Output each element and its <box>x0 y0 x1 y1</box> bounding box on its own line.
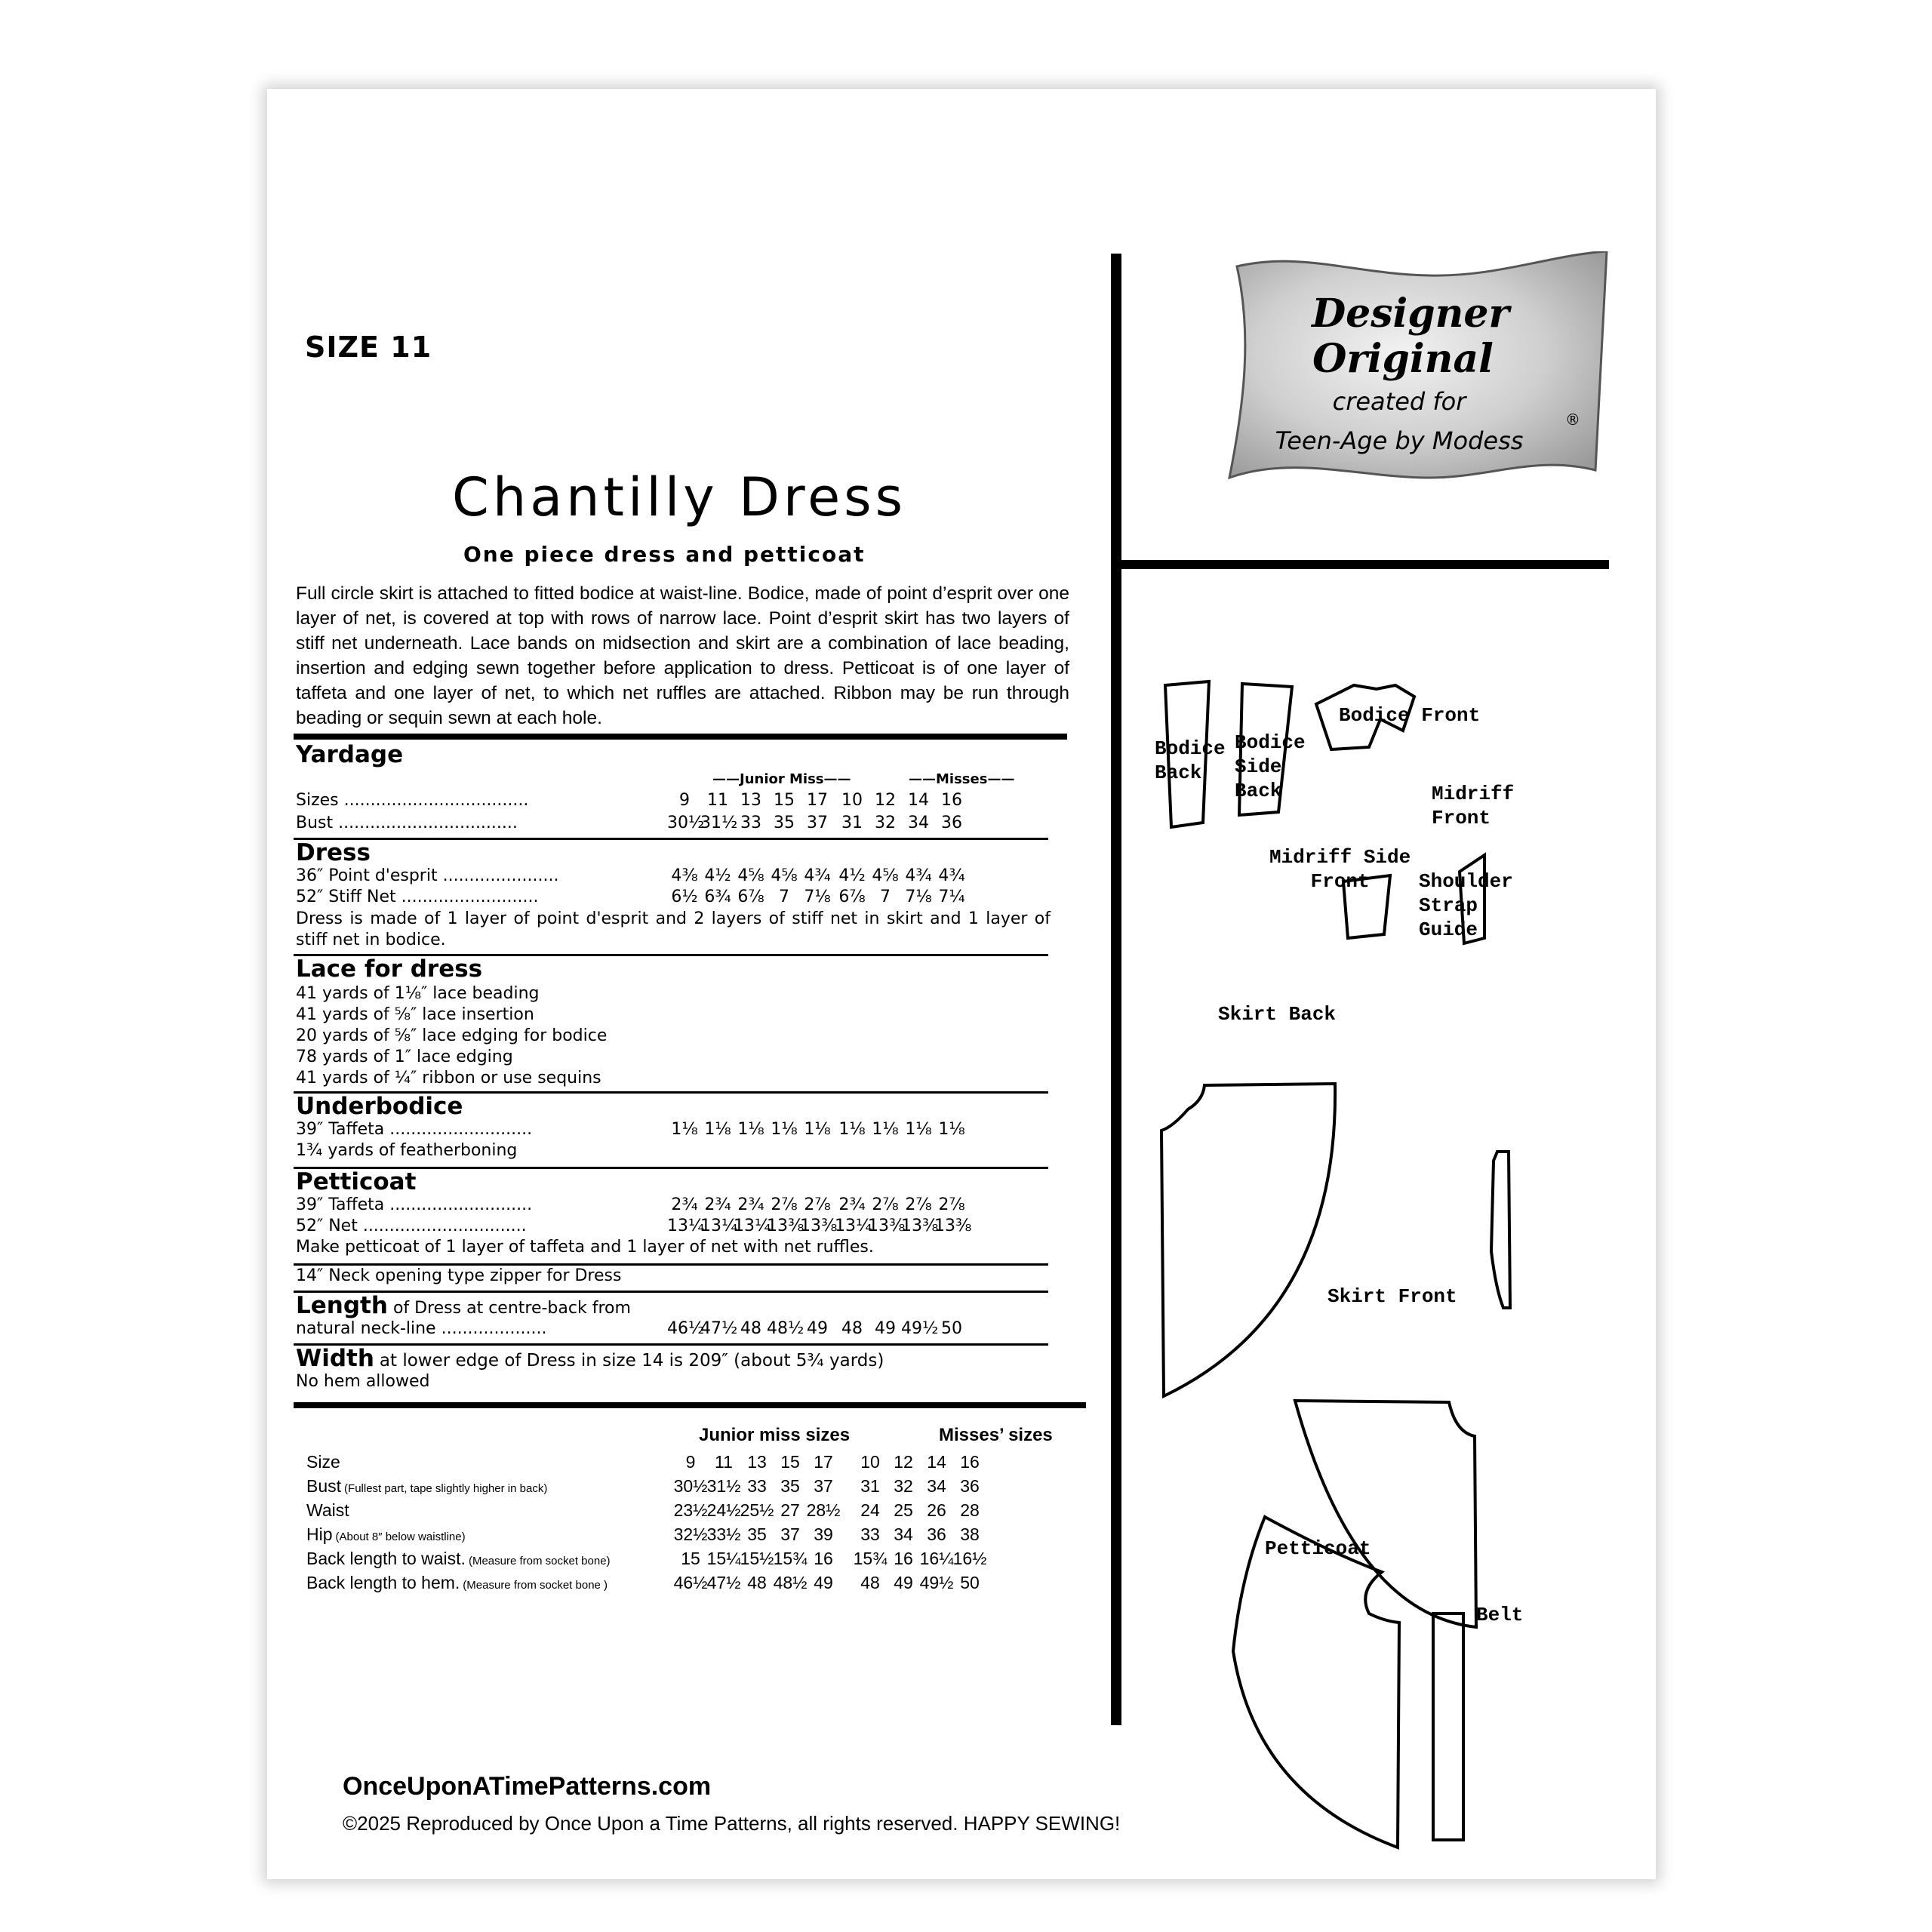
cell: 15¾ <box>853 1549 888 1568</box>
cell: 16½ <box>952 1549 987 1568</box>
cell: 16 <box>894 1549 913 1568</box>
label-line: Guide <box>1419 918 1478 941</box>
label-line: Midriff Side <box>1269 846 1411 869</box>
hem-note: No hem allowed <box>296 1372 430 1391</box>
cell: 15¾ <box>773 1549 808 1568</box>
label-line: Back <box>1155 761 1202 784</box>
cell: 10 <box>860 1452 880 1472</box>
cell: 7¼ <box>938 888 965 906</box>
footer-url: OnceUponATimePatterns.com <box>343 1772 712 1801</box>
divider <box>294 838 1048 840</box>
cell: 2⅞ <box>872 1195 899 1214</box>
lace-item: 20 yards of ⅝″ lace edging for bodice <box>296 1026 608 1045</box>
cell: 50 <box>960 1573 980 1592</box>
cell: 10 <box>841 791 863 810</box>
cell: 4¾ <box>804 866 831 885</box>
cell: 30½ <box>673 1476 708 1496</box>
cell: 6⅞ <box>737 888 764 906</box>
belt-piece <box>1433 1614 1463 1840</box>
cell: 12 <box>875 791 896 810</box>
cell: 24 <box>860 1500 880 1520</box>
row-label: Bust .................................. <box>296 814 518 832</box>
cell: 2¾ <box>838 1195 866 1214</box>
row-label <box>306 1573 608 1593</box>
cell: 15¼ <box>706 1549 741 1568</box>
row-label <box>306 1476 547 1497</box>
vertical-divider <box>1111 254 1121 1725</box>
cell: 7 <box>880 888 891 906</box>
cell: 38 <box>960 1524 980 1544</box>
cell: 48½ <box>767 1319 804 1338</box>
horizontal-divider <box>1121 560 1609 569</box>
cell: 31 <box>860 1476 880 1496</box>
cell: 1⅛ <box>804 1120 831 1139</box>
skirt-back-label: Skirt Back <box>1218 1003 1337 1026</box>
row-label-text: Waist <box>306 1500 349 1520</box>
cell: 36 <box>941 814 962 832</box>
label-line: Front <box>1432 807 1491 829</box>
description: Full circle skirt is attached to fitted bodice at waist-line. Bodice, made of point d’esprit over one layer of net, is covered at top with rows of narrow lace. Point d’esprit skirt has two layers of stiff net underneath. Lace bands on midsection and skirt are a combination of lace beading, insertion and edging sewn together before application to dress. Petticoat is of one layer of taffeta and one layer of net, to which net ruffles are attached. Ribbon may be run through beading or sequin sewn at each hole. <box>296 583 1069 728</box>
dress-note: Dress is made of 1 layer of point d'esprit and 2 layers of stiff net in skirt and 1 layer of stiff net in bodice. <box>296 909 1051 949</box>
width-text: at lower edge of Dress in size 14 is 209″ (about 5¾ yards) <box>379 1351 884 1371</box>
row-label: natural neck-line .................... <box>296 1319 547 1338</box>
cell: 34 <box>894 1524 913 1544</box>
cell: 49 <box>894 1573 913 1592</box>
cell: 9 <box>679 791 690 810</box>
cell: 11 <box>715 1452 733 1472</box>
midriff-side-front-label <box>1269 845 1411 894</box>
cell: 33 <box>740 814 761 832</box>
cell: 39 <box>814 1524 833 1544</box>
label-line: Side <box>1235 755 1282 778</box>
belt-label: Belt <box>1476 1604 1524 1626</box>
row-label-text: Back length to hem. <box>306 1573 460 1592</box>
length-heading: Length <box>296 1292 388 1319</box>
cell: 4⅝ <box>737 866 764 885</box>
cell: 16 <box>960 1452 980 1472</box>
cell: 32 <box>894 1476 913 1496</box>
badge-line2: Original <box>1312 336 1494 382</box>
cell: 14 <box>927 1452 946 1472</box>
footer-copyright: ©2025 Reproduced by Once Upon a Time Patterns, all rights reserved. HAPPY SEWING! <box>343 1812 1121 1835</box>
cell: 15 <box>780 1452 800 1472</box>
midriff-front-label <box>1432 782 1514 830</box>
lace-item: 41 yards of ⅝″ lace insertion <box>296 1005 534 1024</box>
row-label: 52″ Net ............................... <box>296 1217 527 1235</box>
cell: 25½ <box>740 1500 774 1520</box>
badge-line1: Designer <box>1312 291 1509 337</box>
cell: 13⅜ <box>934 1217 972 1235</box>
cell: 2¾ <box>671 1195 698 1214</box>
cell: 4⅝ <box>771 866 798 885</box>
row-label-text: Bust <box>306 1476 342 1496</box>
misses-header: ——Misses—— <box>909 771 1015 787</box>
cell: 49 <box>814 1573 833 1592</box>
cell: 27 <box>780 1500 800 1520</box>
misses-sizes-header: Misses’ sizes <box>939 1425 1053 1445</box>
cell: 17 <box>814 1452 833 1472</box>
cell: 4½ <box>704 866 731 885</box>
cell: 4¾ <box>938 866 965 885</box>
row-label-text: Hip <box>306 1524 333 1544</box>
cell: 36 <box>960 1476 980 1496</box>
cell: 48 <box>740 1319 761 1338</box>
cell: 2⅞ <box>938 1195 965 1214</box>
cell: 48 <box>841 1319 863 1338</box>
divider <box>294 1402 1086 1408</box>
petticoat-note: Make petticoat of 1 layer of taffeta and 1 layer of net with net ruffles. <box>296 1238 874 1257</box>
label-line: Strap <box>1419 894 1478 917</box>
cell: 7⅛ <box>804 888 831 906</box>
cell: 49 <box>807 1319 828 1338</box>
divider <box>294 734 1067 740</box>
junior-sizes-header: Junior miss sizes <box>699 1425 851 1445</box>
cell: 24½ <box>706 1500 741 1520</box>
row-label: 36″ Point d'esprit ...................... <box>296 866 559 885</box>
cell: 16¼ <box>919 1549 954 1568</box>
cell: 37 <box>814 1476 833 1496</box>
cell: 33 <box>747 1476 767 1496</box>
cell: 1⅛ <box>737 1120 764 1139</box>
cell: 2⅞ <box>804 1195 831 1214</box>
width-heading: Width <box>296 1345 374 1372</box>
cell: 37 <box>780 1524 800 1544</box>
cell: 31½ <box>706 1476 741 1496</box>
shoulder-strap-label <box>1419 869 1513 942</box>
cell: 35 <box>774 814 795 832</box>
cell: 49 <box>875 1319 896 1338</box>
cell: 1⅛ <box>905 1120 932 1139</box>
label-line: Midriff <box>1432 783 1515 805</box>
cell: 6¾ <box>704 888 731 906</box>
petticoat-piece <box>1233 1517 1399 1847</box>
cell: 7 <box>779 888 789 906</box>
shoulder-strap-guide-piece <box>1491 1152 1510 1308</box>
cell: 2¾ <box>737 1195 764 1214</box>
cell: 13⅜ <box>767 1217 804 1235</box>
cell: 16 <box>814 1549 833 1568</box>
cell: 33 <box>860 1524 880 1544</box>
bodice-side-back-label <box>1235 731 1306 803</box>
cell: 28½ <box>806 1500 841 1520</box>
cell: 13¼ <box>835 1217 872 1235</box>
row-label-note: (Fullest part, tape slightly higher in back) <box>344 1482 548 1495</box>
cell: 13⅜ <box>868 1217 906 1235</box>
cell: 6⅞ <box>838 888 866 906</box>
lace-heading: Lace for dress <box>296 955 483 983</box>
bodice-front-label: Bodice Front <box>1339 704 1481 727</box>
cell: 31½ <box>700 814 738 832</box>
cell: 30½ <box>667 814 705 832</box>
cell: 37 <box>807 814 828 832</box>
cell: 46½ <box>673 1573 708 1592</box>
cell: 48½ <box>773 1573 808 1592</box>
cell: 50 <box>941 1319 962 1338</box>
cell: 1⅛ <box>872 1120 899 1139</box>
cell: 13 <box>740 791 761 810</box>
cell: 9 <box>685 1452 696 1472</box>
cell: 12 <box>894 1452 913 1472</box>
registered-mark: ® <box>1565 411 1580 429</box>
lace-item: 41 yards of ¼″ ribbon or use sequins <box>296 1069 601 1088</box>
row-label-text: Size <box>306 1452 340 1472</box>
label-line: Shoulder <box>1419 870 1513 893</box>
cell: 16 <box>941 791 962 810</box>
cell: 1⅛ <box>704 1120 731 1139</box>
cell: 35 <box>747 1524 767 1544</box>
label-line: Bodice <box>1155 737 1226 760</box>
cell: 17 <box>807 791 828 810</box>
underbodice-heading: Underbodice <box>296 1093 463 1120</box>
cell: 13⅜ <box>901 1217 939 1235</box>
bodice-back-label <box>1155 737 1226 785</box>
cell: 4¾ <box>905 866 932 885</box>
cell: 13 <box>747 1452 767 1472</box>
cell: 34 <box>927 1476 946 1496</box>
skirt-front-piece <box>1295 1401 1476 1627</box>
cell: 14 <box>908 791 929 810</box>
label-line: Bodice <box>1235 731 1306 754</box>
cell: 28 <box>960 1500 980 1520</box>
cell: 47½ <box>700 1319 738 1338</box>
cell: 1⅛ <box>771 1120 798 1139</box>
cell: 15½ <box>740 1549 774 1568</box>
cell: 4⅝ <box>872 866 899 885</box>
skirt-back-piece <box>1161 1084 1335 1396</box>
cell: 32½ <box>673 1524 708 1544</box>
cell: 2¾ <box>704 1195 731 1214</box>
cell: 1⅛ <box>938 1120 965 1139</box>
cell: 46½ <box>667 1319 705 1338</box>
cell: 35 <box>780 1476 800 1496</box>
cell: 25 <box>894 1500 913 1520</box>
cell: 13¼ <box>667 1217 705 1235</box>
cell: 1⅛ <box>671 1120 698 1139</box>
cell: 11 <box>707 791 728 810</box>
divider <box>294 1263 1048 1266</box>
petticoat-label: Petticoat <box>1265 1537 1371 1560</box>
cell: 4⅜ <box>671 866 698 885</box>
row-label-note: (Measure from socket bone) <box>468 1555 611 1567</box>
lace-item: 41 yards of 1⅛″ lace beading <box>296 984 540 1003</box>
cell: 15 <box>774 791 795 810</box>
cell: 49½ <box>919 1573 954 1592</box>
cell: 7⅛ <box>905 888 932 906</box>
dress-heading: Dress <box>296 839 371 866</box>
page-title: Chantilly Dress <box>452 466 907 528</box>
cell: 13¼ <box>734 1217 771 1235</box>
row-label-text: Back length to waist. <box>306 1549 466 1568</box>
row-label-note: (Measure from socket bone ) <box>463 1579 608 1592</box>
yardage-heading: Yardage <box>296 741 404 768</box>
length-text: of Dress at centre-back from <box>392 1299 631 1318</box>
junior-miss-header: ——Junior Miss—— <box>712 771 851 787</box>
label-line: Front <box>1310 870 1370 893</box>
lace-item: 78 yards of 1″ lace edging <box>296 1048 513 1066</box>
cell: 34 <box>908 814 929 832</box>
cell: 2⅞ <box>771 1195 798 1214</box>
row-label: 52″ Stiff Net .......................... <box>296 888 539 906</box>
row-label <box>306 1500 349 1521</box>
row-label: Sizes ................................... <box>296 791 529 810</box>
badge-line3: created for <box>1332 387 1466 416</box>
cell: 48 <box>747 1573 767 1592</box>
cell: 47½ <box>706 1573 741 1592</box>
cell: 23½ <box>673 1500 708 1520</box>
cell: 32 <box>875 814 896 832</box>
cell: 13¼ <box>700 1217 738 1235</box>
cell: 13⅜ <box>800 1217 838 1235</box>
cell: 1⅛ <box>838 1120 866 1139</box>
cell: 31 <box>841 814 863 832</box>
cell: 26 <box>927 1500 946 1520</box>
size-label: SIZE 11 <box>305 331 432 364</box>
cell: 2⅞ <box>905 1195 932 1214</box>
row-label <box>306 1549 611 1569</box>
cell: 48 <box>860 1573 880 1592</box>
row-label <box>306 1524 466 1545</box>
row-label-note: (About 8″ below waistline) <box>335 1531 466 1543</box>
row-label <box>306 1452 340 1472</box>
featherboning-note: 1¾ yards of featherboning <box>296 1141 518 1160</box>
pattern-sheet <box>267 89 1656 1879</box>
label-line: Back <box>1235 780 1282 802</box>
cell: 49½ <box>901 1319 939 1338</box>
cell: 33½ <box>706 1524 741 1544</box>
cell: 4½ <box>838 866 866 885</box>
zipper-note: 14″ Neck opening type zipper for Dress <box>296 1266 622 1285</box>
cell: 36 <box>927 1524 946 1544</box>
row-label: 39″ Taffeta ........................... <box>296 1195 533 1214</box>
designer-original-badge <box>1211 251 1633 515</box>
row-label: 39″ Taffeta ........................... <box>296 1120 533 1139</box>
petticoat-heading: Petticoat <box>296 1168 417 1195</box>
cell: 15 <box>681 1549 700 1568</box>
subtitle: One piece dress and petticoat <box>463 542 866 567</box>
cell: 6½ <box>671 888 698 906</box>
length-line <box>296 1292 631 1319</box>
skirt-front-label: Skirt Front <box>1327 1285 1457 1308</box>
badge-line4: Teen-Age by Modess <box>1275 426 1524 455</box>
width-line <box>296 1345 884 1372</box>
